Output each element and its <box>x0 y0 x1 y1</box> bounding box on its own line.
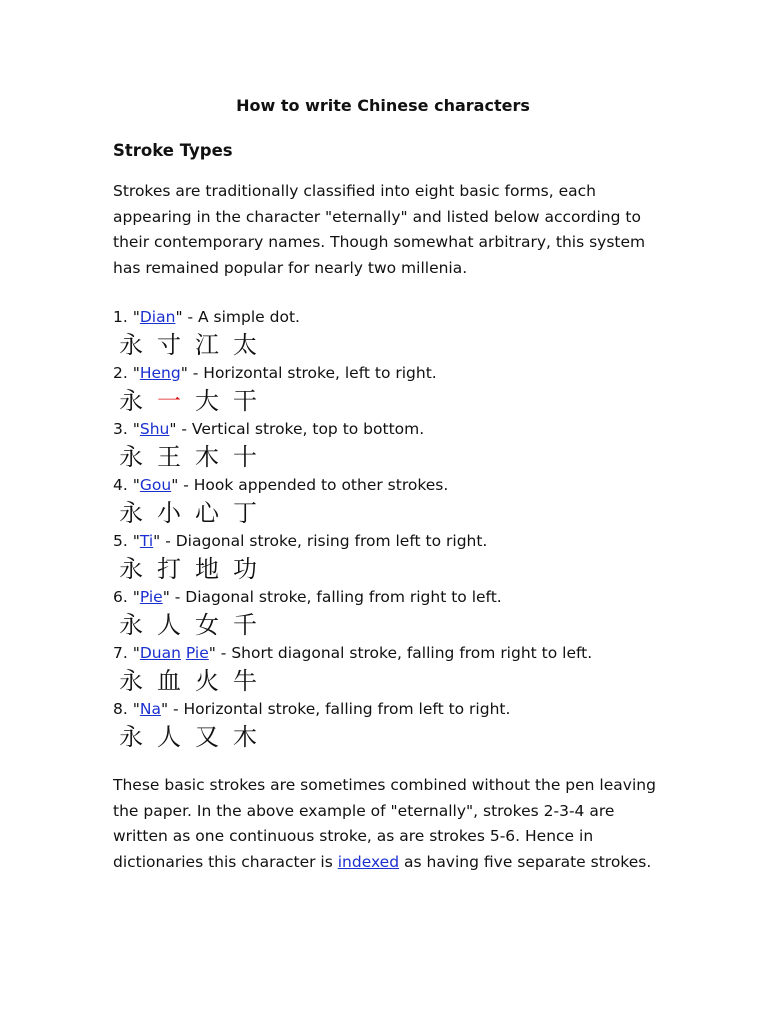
example-character: 王 <box>157 443 191 471</box>
example-character: 十 <box>233 443 267 471</box>
example-characters <box>113 441 673 474</box>
example-characters <box>113 329 673 362</box>
example-character: 木 <box>233 723 267 751</box>
stroke-name-link[interactable]: Dian <box>139 308 176 326</box>
example-character: 木 <box>195 443 229 471</box>
example-characters <box>113 497 673 530</box>
outro-paragraph <box>113 773 673 875</box>
intro-paragraph: Strokes are traditionally classified into eight basic forms, each appearing in the character "eternally" and listed below according to their contemporary names. Though somewhat arbitrary, this system has remained popular for nearly two millenia. <box>113 182 646 277</box>
example-characters <box>113 385 673 418</box>
stroke-item <box>113 697 673 721</box>
stroke-item <box>113 361 673 385</box>
stroke-type-list <box>113 305 673 754</box>
stroke-item <box>113 585 673 609</box>
stroke-name-link[interactable]: Duan <box>139 644 181 662</box>
stroke-name-link[interactable]: Gou <box>139 476 172 494</box>
example-character: 干 <box>233 387 267 415</box>
item-number: 5. " <box>113 532 140 550</box>
stroke-item <box>113 473 673 497</box>
example-character: 又 <box>195 723 229 751</box>
example-character: 心 <box>195 499 229 527</box>
item-number: 7. " <box>113 644 140 662</box>
example-character: 永 <box>119 667 153 695</box>
section-heading: Stroke Types <box>113 141 233 160</box>
example-characters <box>113 553 673 586</box>
example-character: 血 <box>157 667 191 695</box>
item-description: " - Short diagonal stroke, falling from right to left. <box>208 644 593 662</box>
document-page <box>113 96 673 875</box>
stroke-name-link[interactable]: Shu <box>139 420 170 438</box>
example-character: 人 <box>157 611 191 639</box>
item-number: 2. " <box>113 364 140 382</box>
item-number: 1. " <box>113 308 140 326</box>
stroke-name-link[interactable]: Heng <box>139 364 181 382</box>
indexed-link[interactable]: indexed <box>337 852 400 871</box>
example-character: 太 <box>233 331 267 359</box>
example-character: 永 <box>119 499 153 527</box>
item-number: 6. " <box>113 588 140 606</box>
example-character: 女 <box>195 611 229 639</box>
example-character: 功 <box>233 555 267 583</box>
stroke-name-link[interactable]: Ti <box>139 532 154 550</box>
stroke-name-link[interactable]: Pie <box>185 644 209 662</box>
example-character: 千 <box>233 611 267 639</box>
item-description: " - Hook appended to other strokes. <box>171 476 449 494</box>
example-character: 永 <box>119 443 153 471</box>
example-characters <box>113 609 673 642</box>
example-character: 永 <box>119 555 153 583</box>
example-character: 一 <box>157 387 191 415</box>
outro-text-end: as having five separate strokes. <box>399 852 652 871</box>
example-character: 小 <box>157 499 191 527</box>
example-characters <box>113 665 673 698</box>
page-title: How to write Chinese characters <box>236 96 530 115</box>
example-character: 永 <box>119 331 153 359</box>
item-description: " - A simple dot. <box>175 308 300 326</box>
stroke-item <box>113 641 673 665</box>
stroke-name-link[interactable]: Na <box>139 700 161 718</box>
item-description: " - Vertical stroke, top to bottom. <box>169 420 425 438</box>
item-description: " - Diagonal stroke, falling from right to left. <box>162 588 502 606</box>
item-description: " - Horizontal stroke, left to right. <box>180 364 437 382</box>
example-character: 江 <box>195 331 229 359</box>
item-description: " - Diagonal stroke, rising from left to right. <box>153 532 488 550</box>
stroke-item <box>113 529 673 553</box>
example-characters <box>113 721 673 754</box>
example-character: 人 <box>157 723 191 751</box>
example-character: 牛 <box>233 667 267 695</box>
item-description: " - Horizontal stroke, falling from left to right. <box>160 700 511 718</box>
example-character: 火 <box>195 667 229 695</box>
item-number: 4. " <box>113 476 140 494</box>
example-character: 寸 <box>157 331 191 359</box>
stroke-item <box>113 417 673 441</box>
example-character: 大 <box>195 387 229 415</box>
stroke-name-link[interactable]: Pie <box>139 588 163 606</box>
stroke-item <box>113 305 673 329</box>
item-number: 8. " <box>113 700 140 718</box>
example-character: 丁 <box>233 499 267 527</box>
item-number: 3. " <box>113 420 140 438</box>
example-character: 永 <box>119 387 153 415</box>
example-character: 地 <box>195 555 229 583</box>
example-character: 打 <box>157 555 191 583</box>
outro-text: These basic strokes are sometimes combined without the pen leaving the paper. In the above example of "eternally", strokes 2-3-4 are written as one continuous stroke, as are strokes 5-6. Hence in dictionaries this character is <box>113 776 656 871</box>
example-character: 永 <box>119 723 153 751</box>
example-character: 永 <box>119 611 153 639</box>
